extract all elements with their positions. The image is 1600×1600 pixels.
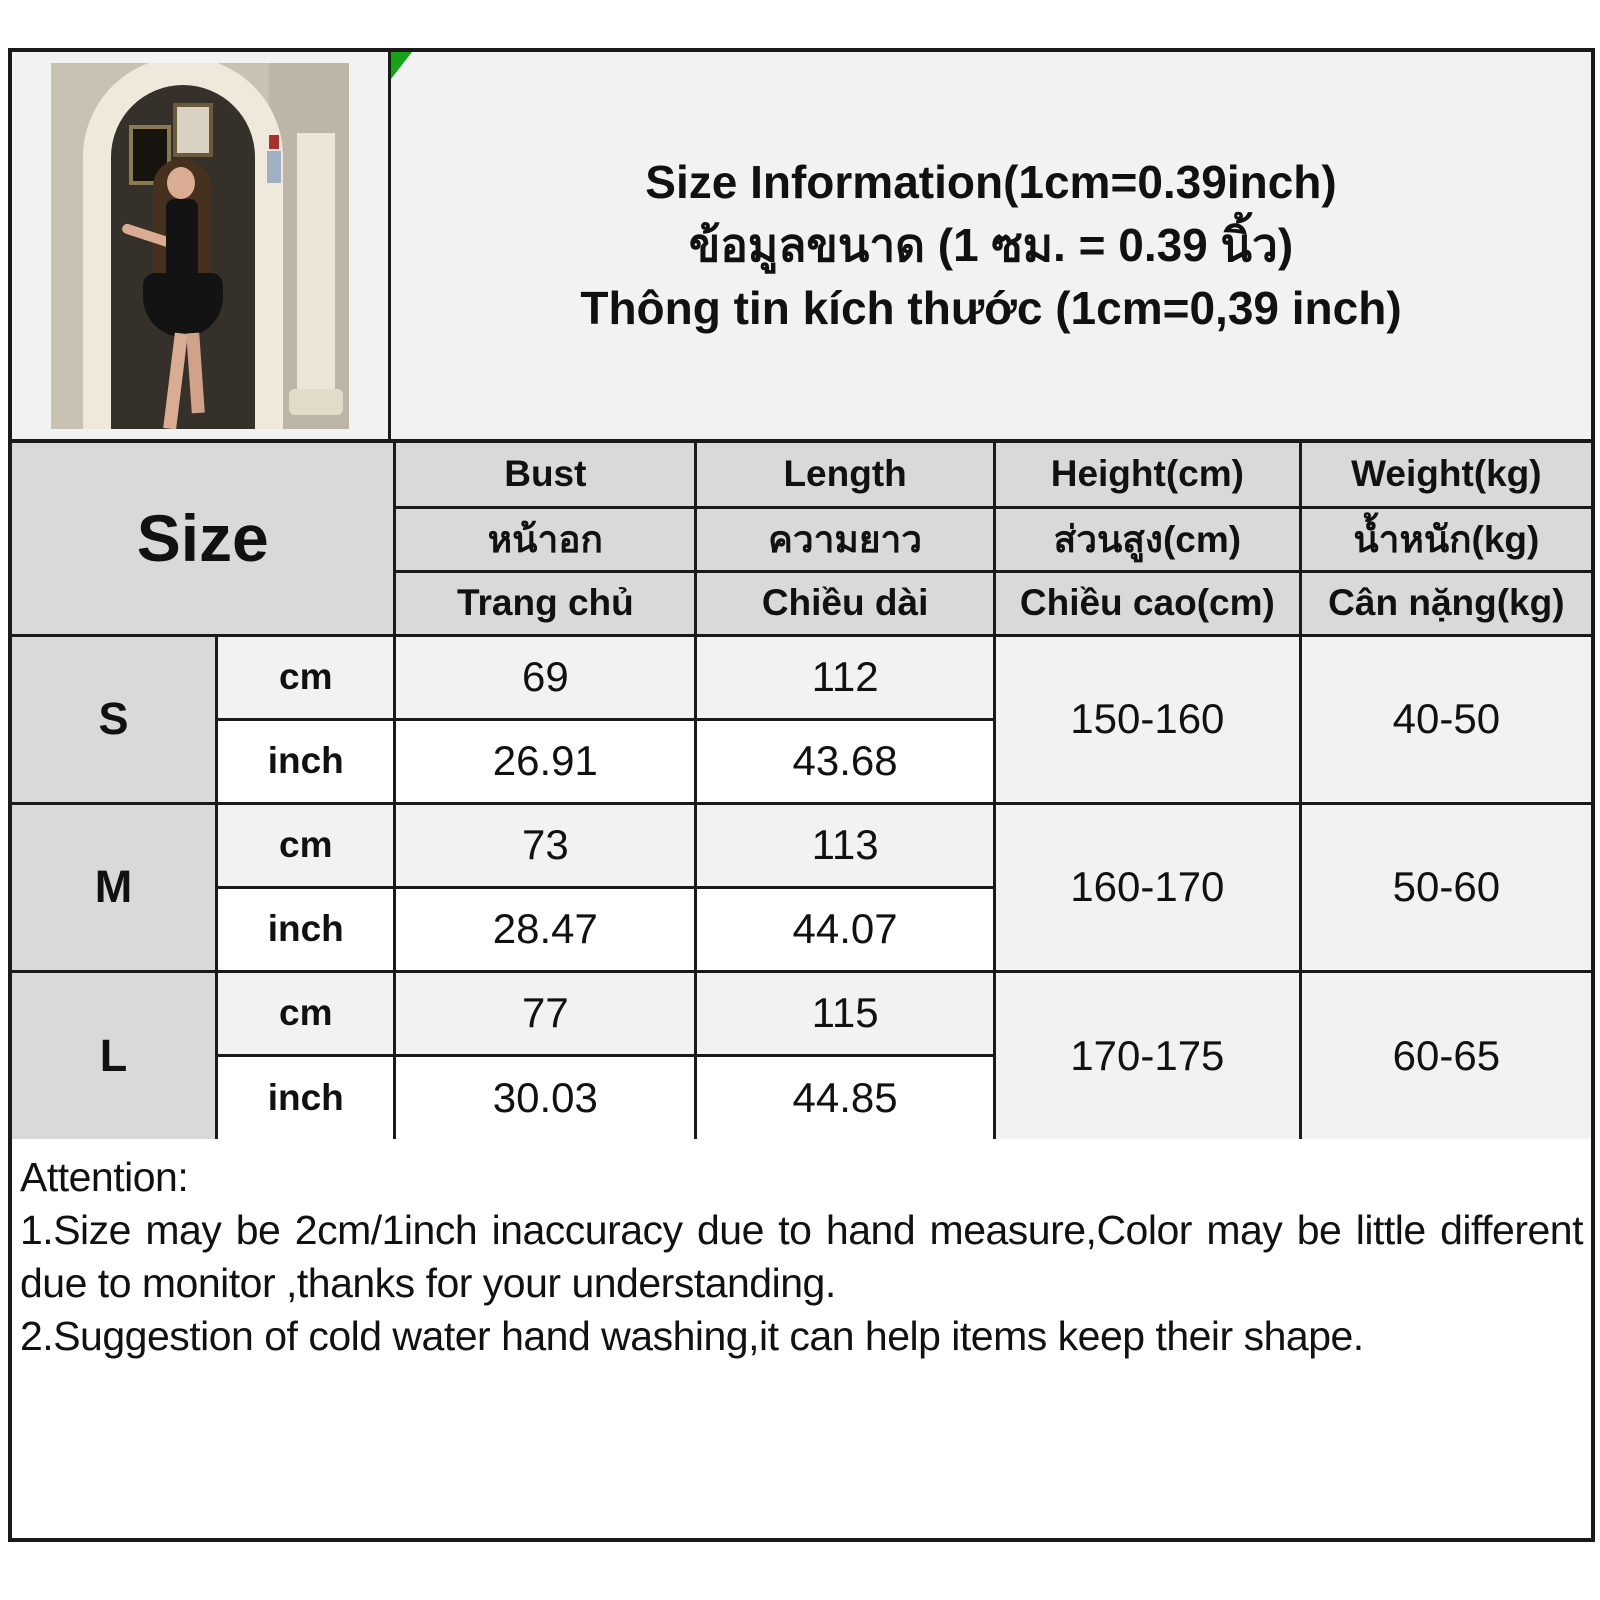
col-header-bust-en: Bust <box>395 443 696 507</box>
col-header-length-en: Length <box>696 443 995 507</box>
s-bust-cm: 69 <box>395 635 696 719</box>
size-header-cell: Size <box>12 443 395 635</box>
m-bust-inch: 28.47 <box>395 887 696 971</box>
attention-section <box>12 1139 1591 1538</box>
header-row-english <box>12 443 1591 507</box>
m-length-inch: 44.07 <box>696 887 995 971</box>
col-header-weight-th: น้ำหนัก(kg) <box>1300 507 1591 571</box>
wall-switch <box>267 151 281 183</box>
title-thai: ข้อมูลขนาด (1 ซม. = 0.39 นิ้ว) <box>688 219 1294 271</box>
attention-note-1: 1.Size may be 2cm/1inch inaccuracy due to hand measure,Color may be little different due to monitor ,thanks for your understanding. <box>20 1207 1583 1306</box>
l-length-inch: 44.85 <box>696 1055 995 1139</box>
m-length-cm: 113 <box>696 803 995 887</box>
col-header-weight-vi: Cân nặng(kg) <box>1300 571 1591 635</box>
top-band <box>12 52 1591 443</box>
unit-cm-label: cm <box>217 803 395 887</box>
size-l-cell: L <box>12 971 217 1139</box>
pillar-base <box>289 389 343 415</box>
s-weight-range: 40-50 <box>1300 635 1591 803</box>
s-height-range: 150-160 <box>994 635 1300 803</box>
table-row-s-cm <box>12 635 1591 719</box>
attention-note-2: 2.Suggestion of cold water hand washing,it can help items keep their shape. <box>20 1313 1364 1359</box>
unit-inch-label: inch <box>217 887 395 971</box>
size-m-cell: M <box>12 803 217 971</box>
model-photo <box>51 63 349 429</box>
s-bust-inch: 26.91 <box>395 719 696 803</box>
unit-cm-label: cm <box>217 971 395 1055</box>
unit-inch-label: inch <box>217 1055 395 1139</box>
attention-heading: Attention: <box>20 1154 189 1200</box>
m-weight-range: 50-60 <box>1300 803 1591 971</box>
title-cell <box>391 52 1591 439</box>
col-header-bust-th: หน้าอก <box>395 507 696 571</box>
title-english: Size Information(1cm=0.39inch) <box>645 156 1337 208</box>
col-header-length-th: ความยาว <box>696 507 995 571</box>
col-header-height-en: Height(cm) <box>994 443 1300 507</box>
col-header-height-th: ส่วนสูง(cm) <box>994 507 1300 571</box>
col-header-weight-en: Weight(kg) <box>1300 443 1591 507</box>
size-table <box>12 443 1591 1139</box>
s-length-cm: 112 <box>696 635 995 719</box>
col-header-height-vi: Chiều cao(cm) <box>994 571 1300 635</box>
green-corner-marker-icon <box>391 52 412 79</box>
l-height-range: 170-175 <box>994 971 1300 1139</box>
l-weight-range: 60-65 <box>1300 971 1591 1139</box>
col-header-length-vi: Chiều dài <box>696 571 995 635</box>
col-header-bust-vi: Trang chủ <box>395 571 696 635</box>
size-s-cell: S <box>12 635 217 803</box>
black-dress-top <box>166 199 198 281</box>
s-length-inch: 43.68 <box>696 719 995 803</box>
pillar <box>297 133 335 393</box>
title-vietnamese: Thông tin kích thước (1cm=0,39 inch) <box>580 282 1402 334</box>
size-chart-sheet <box>8 48 1595 1542</box>
l-bust-inch: 30.03 <box>395 1055 696 1139</box>
m-height-range: 160-170 <box>994 803 1300 971</box>
wall-picture-frame <box>173 103 213 157</box>
l-bust-cm: 77 <box>395 971 696 1055</box>
table-row-l-cm <box>12 971 1591 1055</box>
photo-cell <box>12 52 391 439</box>
unit-inch-label: inch <box>217 719 395 803</box>
table-row-m-cm <box>12 803 1591 887</box>
unit-cm-label: cm <box>217 635 395 719</box>
l-length-cm: 115 <box>696 971 995 1055</box>
wall-switch <box>269 135 279 149</box>
model-face <box>167 167 195 199</box>
m-bust-cm: 73 <box>395 803 696 887</box>
